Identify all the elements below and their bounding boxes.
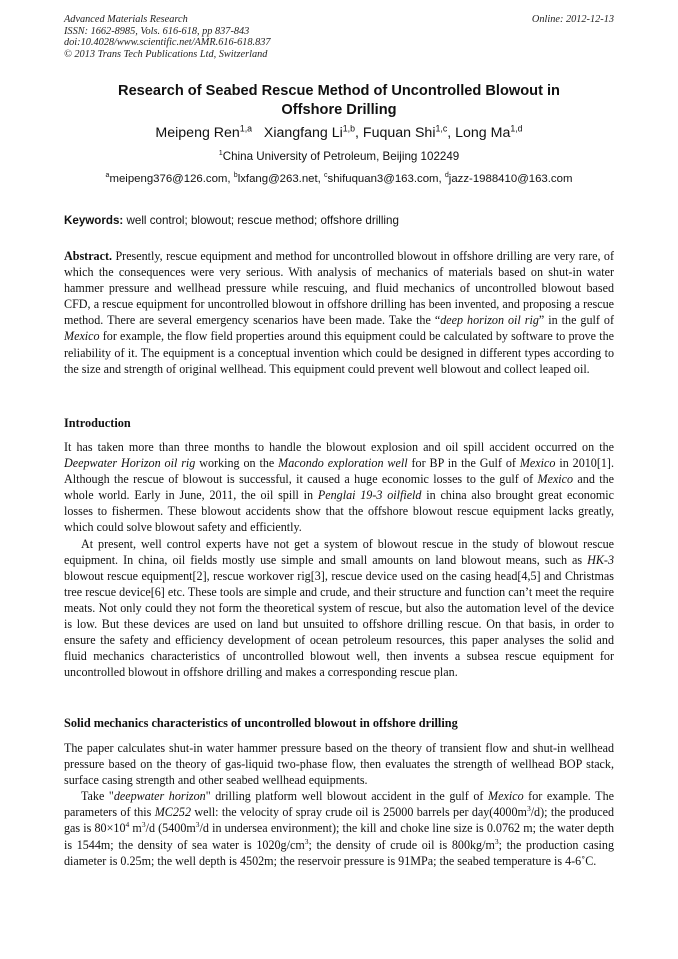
journal-header bbox=[64, 14, 271, 60]
author-list: Meipeng Ren$^{1,a}$ Xiangfang Li$^{1,b}$, Fuquan Shi$^{1,c}$, Long Ma$^{1,d}$ bbox=[155, 123, 523, 141]
solid-text: ; the production casing diameter is 0.25m; the well depth is 4502m; the reservoir pressure is 91MPa; the seabed temperature is 4-6˚C. bbox=[64, 837, 614, 868]
section-heading-introduction: Introduction bbox=[64, 416, 131, 430]
intro-italic: Deepwater Horizon oil rig bbox=[64, 456, 196, 471]
journal-name: Advanced Materials Research bbox=[64, 14, 188, 25]
solid-text: /d in undersea environment); the kill and choke line size is 0.0762 m; the water depth is 1544m; the density of sea water is 1020g/cm bbox=[64, 821, 615, 852]
solid-italic: Mexico bbox=[488, 789, 524, 804]
paper-title bbox=[70, 82, 608, 119]
author-name: Xiangfang Li bbox=[263, 125, 343, 141]
intro-text: in 2010[1]. Although the rescue of blowout is successful, it caused a huge economic losses to the gulf of bbox=[64, 456, 614, 487]
intro-text: At present, well control experts have not get a system of blowout rescue in the study of blowout rescue equipment. In china, oil fields mostly use simple and small amounts on land blowout means, such as bbox=[64, 536, 614, 567]
solid-italic: MC252 bbox=[154, 805, 191, 820]
intro-paragraph-1 bbox=[64, 439, 614, 536]
solid-text: Take " bbox=[81, 789, 114, 804]
doi-line: doi:10.4028/www.scientific.net/AMR.616-618.837 bbox=[64, 37, 271, 48]
intro-text: for BP in the Gulf of bbox=[407, 456, 520, 471]
keywords-label: Keywords: bbox=[64, 214, 124, 227]
solid-text: ; the density of crude oil is 800kg/m bbox=[308, 837, 495, 852]
section-heading-solid-mechanics: Solid mechanics characteristics of uncontrolled blowout in offshore drilling bbox=[64, 716, 458, 730]
email-sup: d bbox=[444, 172, 449, 180]
email-list: $^a$meipeng376@126.com, $^b$lxfang@263.net, $^c$shifuquan3@163.com, $^d$jazz-1988410@163.com bbox=[105, 172, 573, 185]
solid-paragraph-1: The paper calculates shut-in water hammer pressure based on the theory of transient flow and shut-in wellhead pressure based on the theory of gas-liquid two-phase flow, then evaluates the strength of wellhead BOP stack, surface casing strength and other seabed wellhead equipments. bbox=[64, 741, 614, 788]
solid-mechanics-body bbox=[64, 740, 614, 869]
online-date: Online: 2012-12-13 bbox=[531, 14, 614, 25]
abstract-italic: Mexico bbox=[64, 329, 100, 344]
intro-text: in china also brought great economic losses to fishermen. These blowout accidents show that the offshore blowout rescue equipment lacks greatly, which could solve blowout safety and efficiently. bbox=[64, 488, 615, 535]
email: lxfang@263.net bbox=[237, 173, 318, 185]
solid-paragraph-2 bbox=[64, 788, 614, 868]
author-sup: 1,c bbox=[435, 123, 448, 134]
email: shifuquan3@163.com bbox=[327, 173, 439, 185]
superscript: 3 bbox=[195, 820, 200, 830]
affiliation-text: China University of Petroleum, Beijing 102249 bbox=[222, 150, 460, 163]
title-line-2: Offshore Drilling bbox=[281, 101, 397, 118]
copyright-line: © 2013 Trans Tech Publications Ltd, Switzerland bbox=[64, 48, 268, 60]
abstract-text: Presently, rescue equipment and method for uncontrolled blowout in offshore drilling are very rare, of which the consequences were very serious. With analysis of mechanics of materials based on shut-in water hammer pressure and wellhead pressure while rescuing, and fluid mechanics of uncontrolled blowout based CFD, a rescue equipment for uncontrolled blowout in offshore drilling has been invented, and proposing a rescue method. There are several emergency scenarios have been made. Take the “ bbox=[64, 249, 614, 328]
author-name: Fuquan Shi bbox=[362, 125, 436, 141]
affiliation-sup: 1 bbox=[218, 148, 223, 158]
issn-line: ISSN: 1662-8985, Vols. 616-618, pp 837-843 bbox=[64, 25, 250, 37]
superscript: 3 bbox=[526, 804, 531, 814]
solid-text: /d); the produced gas is 80×10 bbox=[64, 805, 614, 836]
intro-paragraph-2 bbox=[64, 536, 614, 681]
abstract-text: for example, the flow field properties around this equipment could be calculated by software to prove the reliability of it. The equipment is a conceptual invention which could be designed in different types according to the size and strength of original wellhead. This equipment could prevent well blowout and collect leaped oil. bbox=[64, 329, 614, 376]
abstract-label: Abstract. bbox=[64, 249, 113, 263]
author-sup: 1,a bbox=[239, 123, 253, 134]
author-sup: 1,b bbox=[342, 123, 356, 134]
intro-italic: Mexico bbox=[537, 472, 574, 487]
intro-italic: Penglai 19-3 oilfield bbox=[317, 488, 422, 503]
solid-text: well: the velocity of spray crude oil is 25000 barrels per day(4000m bbox=[190, 805, 527, 820]
abstract-italic: deep horizon oil rig bbox=[440, 313, 539, 328]
email-sup: c bbox=[324, 172, 328, 180]
abstract bbox=[64, 248, 614, 377]
author-name: Long Ma bbox=[455, 125, 511, 141]
email: meipeng376@126.com bbox=[109, 173, 228, 185]
title-line-1: Research of Seabed Rescue Method of Uncontrolled Blowout in bbox=[118, 83, 560, 99]
intro-text: It has taken more than three months to handle the blowout explosion and oil spill accident occurred on the bbox=[64, 440, 614, 454]
solid-text: m bbox=[129, 821, 142, 836]
superscript: 3 bbox=[304, 836, 309, 846]
superscript: 3 bbox=[494, 836, 499, 846]
solid-text: for example. The parameters of this bbox=[64, 789, 614, 820]
email-sup: a bbox=[105, 172, 110, 180]
solid-text: " drilling platform well blowout accident in the gulf of bbox=[205, 789, 489, 804]
solid-text: /d (5400m bbox=[145, 821, 196, 836]
intro-italic: HK-3 bbox=[587, 552, 614, 567]
introduction-body bbox=[64, 439, 614, 680]
intro-text: blowout rescue equipment[2], rescue workover rig[3], rescue device used on the casing head[4,5] and Christmas tree rescue device[6] etc. These tools are simple and crude, and their structure and function can’t meet the require meats. Not only could they not form the theoretical system of rescue, but also the automation level of the device is low. But these devices are used on land but unsuited to offshore drilling rescue. On that basis, in order to ensure the safety and efficiency development of ocean petroleum resources, this paper analyses the solid and fluid mechanics characteristics of uncontrolled blowout well, then invents a subsea rescue equipment for uncontrolled blowout in offshore drilling and makes a corresponding rescue plan. bbox=[64, 568, 614, 680]
intro-italic: Mexico bbox=[519, 456, 556, 471]
abstract-paragraph bbox=[64, 248, 614, 377]
author-sup: 1,d bbox=[510, 123, 523, 134]
intro-text: working on the bbox=[195, 456, 279, 471]
intro-italic: Macondo exploration well bbox=[278, 456, 408, 471]
superscript: 3 bbox=[141, 820, 146, 830]
superscript: 4 bbox=[125, 820, 130, 830]
keywords-text: well control; blowout; rescue method; offshore drilling bbox=[126, 214, 399, 227]
intro-text: and the whole world. Early in June, 2011, the oil spill in bbox=[64, 472, 614, 503]
abstract-text: ” in the gulf of bbox=[538, 313, 614, 328]
solid-italic: deepwater horizon bbox=[113, 789, 206, 804]
keywords bbox=[64, 214, 399, 227]
email: jazz-1988410@163.com bbox=[448, 173, 573, 185]
email-sup: b bbox=[233, 172, 238, 180]
affiliation bbox=[0, 150, 678, 163]
author-name: Meipeng Ren bbox=[155, 125, 240, 141]
